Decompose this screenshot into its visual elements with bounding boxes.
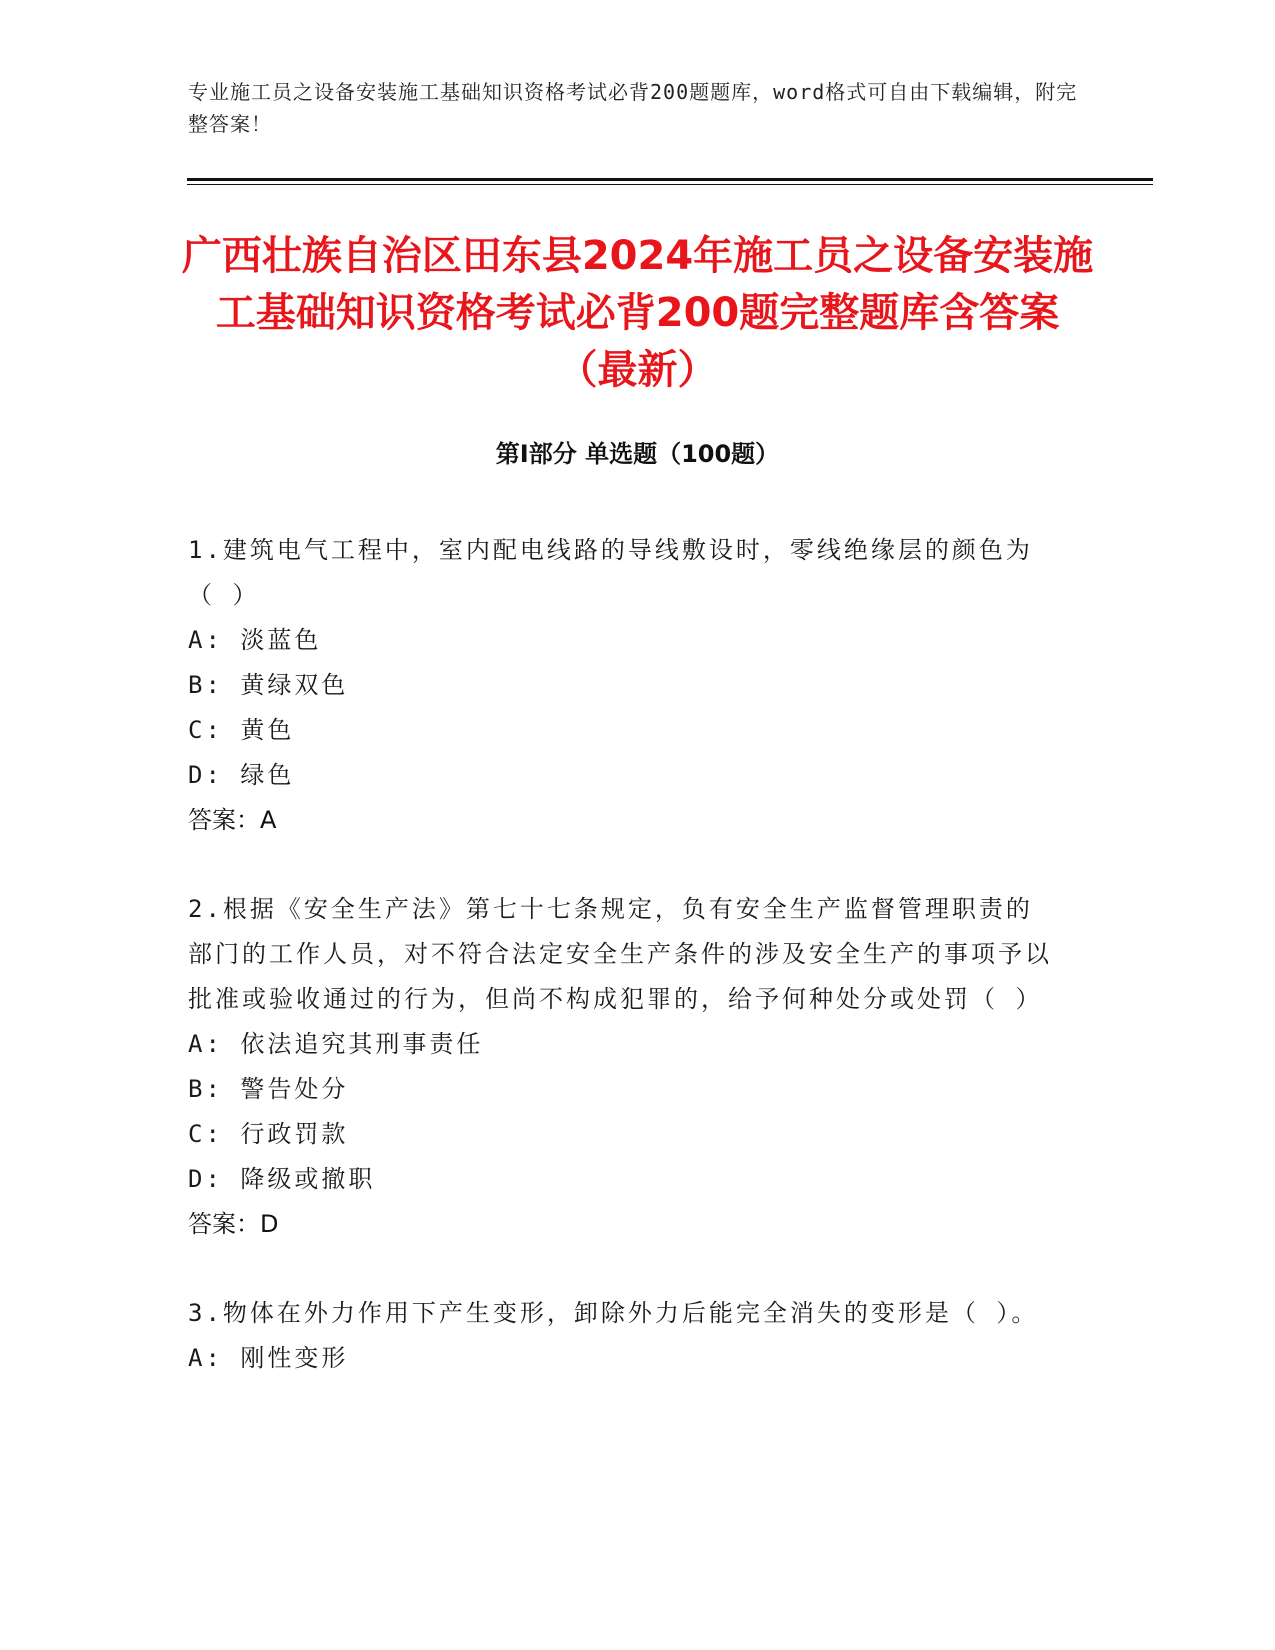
- answer-line: 答案：A: [188, 806, 277, 834]
- option-c: C: 行政罚款: [188, 1120, 349, 1148]
- option-a: A: 依法追究其刑事责任: [188, 1030, 484, 1058]
- option-c: C: 黄色: [188, 716, 295, 744]
- header-divider-thin: [187, 184, 1153, 185]
- document-title: 广西壮族自治区田东县2024年施工员之设备安装施工基础知识资格考试必背200题完整题库含答案（最新）: [181, 233, 1094, 393]
- question-1: [188, 528, 1058, 843]
- question-2: [188, 887, 1058, 1247]
- question-stem: 3.物体在外力作用下产生变形，卸除外力后能完全消失的变形是（ ）。: [188, 1299, 1039, 1327]
- question-3: [188, 1291, 1058, 1381]
- option-b: B: 警告处分: [188, 1075, 349, 1103]
- option-d: D: 降级或撤职: [188, 1165, 376, 1193]
- question-stem: 2.根据《安全生产法》第七十七条规定，负有安全生产监督管理职责的部门的工作人员，对不符合法定安全生产条件的涉及安全生产的事项予以批准或验收通过的行为，但尚不构成犯罪的，给予何种处分或处罚（ ）: [188, 895, 1052, 1013]
- option-d: D: 绿色: [188, 761, 295, 789]
- question-list: [188, 528, 1058, 1425]
- header-divider-thick: [187, 178, 1153, 181]
- intro-text: 专业施工员之设备安装施工基础知识资格考试必背200题题库，word格式可自由下载编辑，附完整答案！: [188, 80, 1078, 136]
- question-stem: 1.建筑电气工程中，室内配电线路的导线敷设时，零线绝缘层的颜色为（ ）: [188, 536, 1033, 609]
- option-a: A: 淡蓝色: [188, 626, 322, 654]
- section-heading: 第Ⅰ部分 单选题（100题）: [495, 440, 780, 468]
- option-b: B: 黄绿双色: [188, 671, 349, 699]
- option-a: A: 刚性变形: [188, 1344, 349, 1372]
- answer-line: 答案：D: [188, 1210, 279, 1238]
